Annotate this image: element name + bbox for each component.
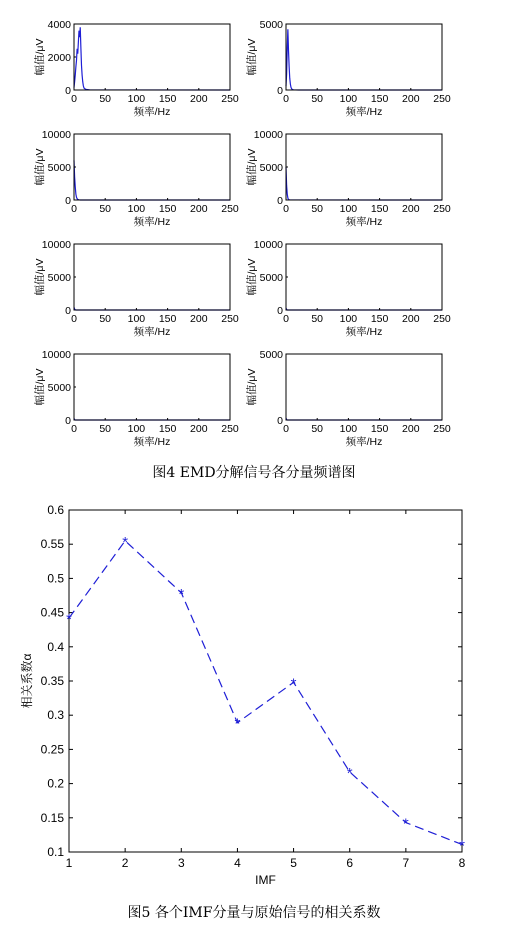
x-tick-label: 250 xyxy=(221,423,239,435)
axes-frame xyxy=(286,354,442,420)
y-tick-label: 0.1 xyxy=(47,845,64,859)
data-point-marker: * xyxy=(66,611,72,629)
y-tick-label: 4000 xyxy=(47,19,71,31)
x-tick-label: 3 xyxy=(177,856,185,870)
x-tick-label: 200 xyxy=(190,313,208,325)
y-axis-label: 幅值/μV xyxy=(34,38,46,76)
y-tick-label: 0.35 xyxy=(40,674,64,688)
y-tick-label: 5000 xyxy=(47,272,71,284)
y-tick-label: 0 xyxy=(65,195,71,207)
y-tick-label: 0 xyxy=(65,305,71,317)
y-tick-label: 0 xyxy=(65,415,71,427)
spectrum-panel-3 xyxy=(33,129,239,228)
x-tick-label: 2 xyxy=(121,856,129,870)
x-tick-label: 100 xyxy=(127,313,146,325)
y-tick-label: 5000 xyxy=(47,162,71,174)
data-point-marker: * xyxy=(234,715,241,733)
y-tick-label: 0.55 xyxy=(40,537,64,552)
y-tick-label: 0.6 xyxy=(47,503,64,517)
correlation-figure xyxy=(0,498,508,898)
y-tick-label: 0.4 xyxy=(47,639,64,654)
y-axis-label: 幅值/μV xyxy=(246,368,258,406)
y-tick-label: 5000 xyxy=(259,19,283,31)
x-tick-label: 50 xyxy=(311,423,324,435)
data-point-marker: * xyxy=(402,815,409,833)
axes-frame xyxy=(74,24,230,90)
y-tick-label: 10000 xyxy=(41,349,71,361)
x-tick-label: 250 xyxy=(433,423,451,435)
x-tick-label: 100 xyxy=(339,203,358,215)
y-tick-label: 5000 xyxy=(47,382,71,394)
y-tick-label: 0.45 xyxy=(40,605,64,620)
spectrum-line xyxy=(286,29,442,90)
x-tick-label: 100 xyxy=(127,423,146,435)
spectrum-panel-2 xyxy=(245,19,451,118)
figure5-caption: 图5 各个IMF分量与原始信号的相关系数 xyxy=(127,905,381,921)
x-axis-label: 频率/Hz xyxy=(345,436,383,448)
data-point-marker: * xyxy=(346,764,353,782)
x-tick-label: 200 xyxy=(402,93,420,105)
axes-frame xyxy=(286,24,442,90)
y-tick-label: 0 xyxy=(277,195,283,207)
y-tick-label: 10000 xyxy=(253,239,283,251)
x-tick-label: 0 xyxy=(283,203,289,215)
x-tick-label: 0 xyxy=(71,93,77,105)
x-axis-label: 频率/Hz xyxy=(133,326,171,338)
x-tick-label: 100 xyxy=(127,203,146,215)
x-tick-label: 250 xyxy=(221,93,239,105)
x-tick-label: 50 xyxy=(99,203,112,215)
x-axis-label: 频率/Hz xyxy=(345,106,383,118)
axes-frame xyxy=(74,244,230,310)
spectrum-line xyxy=(74,27,230,90)
data-point-marker: * xyxy=(178,585,185,603)
spectrum-panel-5 xyxy=(33,239,239,338)
x-tick-label: 0 xyxy=(71,423,77,435)
y-tick-label: 0 xyxy=(277,305,283,317)
x-tick-label: 200 xyxy=(190,93,208,105)
x-tick-label: 150 xyxy=(158,313,177,325)
x-tick-label: 200 xyxy=(402,423,420,435)
x-tick-label: 50 xyxy=(311,93,324,105)
y-axis-label: 幅值/μV xyxy=(246,148,258,186)
axes-frame xyxy=(74,354,230,420)
y-axis-label: 幅值/μV xyxy=(246,258,258,296)
y-tick-label: 10000 xyxy=(253,129,283,141)
x-tick-label: 6 xyxy=(346,856,354,870)
x-tick-label: 200 xyxy=(402,313,420,325)
y-axis-label: 幅值/μV xyxy=(34,258,46,296)
x-tick-label: 7 xyxy=(402,856,410,870)
y-tick-label: 10000 xyxy=(41,129,71,141)
x-tick-label: 50 xyxy=(99,313,112,325)
x-axis-label: 频率/Hz xyxy=(133,106,171,118)
spectrum-panel-8 xyxy=(245,349,451,448)
y-tick-label: 0 xyxy=(65,85,71,97)
x-tick-label: 150 xyxy=(370,203,389,215)
y-tick-label: 0.2 xyxy=(47,776,64,791)
x-tick-label: 0 xyxy=(283,313,289,325)
x-tick-label: 250 xyxy=(433,203,451,215)
x-tick-label: 50 xyxy=(311,203,324,215)
x-axis-label: 频率/Hz xyxy=(345,326,383,338)
x-tick-label: 100 xyxy=(339,313,358,325)
x-tick-label: 0 xyxy=(283,423,289,435)
x-tick-label: 150 xyxy=(158,93,177,105)
x-tick-label: 100 xyxy=(339,423,358,435)
x-tick-label: 150 xyxy=(370,423,389,435)
correlation-plot xyxy=(19,503,466,887)
y-tick-label: 5000 xyxy=(259,272,283,284)
x-tick-label: 100 xyxy=(127,93,146,105)
x-tick-label: 0 xyxy=(283,93,289,105)
y-tick-label: 5000 xyxy=(259,349,283,361)
data-point-marker: * xyxy=(459,837,465,855)
x-tick-label: 150 xyxy=(370,93,389,105)
x-tick-label: 150 xyxy=(158,423,177,435)
y-axis-label: 相关系数α xyxy=(20,653,34,709)
data-point-marker: * xyxy=(290,675,297,693)
axes-frame xyxy=(286,244,442,310)
emd-spectrum-figure xyxy=(0,0,508,460)
x-tick-label: 0 xyxy=(71,313,77,325)
x-tick-label: 100 xyxy=(339,93,358,105)
axes-frame xyxy=(74,134,230,200)
spectrum-panel-1 xyxy=(33,19,239,118)
y-tick-label: 0.15 xyxy=(40,810,64,825)
x-tick-label: 1 xyxy=(65,856,73,870)
spectrum-panel-7 xyxy=(33,349,239,448)
x-axis-label: 频率/Hz xyxy=(133,436,171,448)
x-tick-label: 200 xyxy=(190,423,208,435)
x-tick-label: 8 xyxy=(458,856,466,870)
x-tick-label: 50 xyxy=(311,313,324,325)
x-axis-label: IMF xyxy=(255,873,276,887)
x-tick-label: 250 xyxy=(221,203,239,215)
x-tick-label: 250 xyxy=(221,313,239,325)
y-tick-label: 0.5 xyxy=(47,571,64,586)
data-point-marker: * xyxy=(122,533,129,551)
x-tick-label: 250 xyxy=(433,313,451,325)
x-tick-label: 4 xyxy=(234,856,241,870)
spectrum-panel-4 xyxy=(245,129,451,228)
correlation-line xyxy=(69,541,462,845)
figure4-caption: 图4 EMD分解信号各分量频谱图 xyxy=(152,465,356,481)
x-tick-label: 200 xyxy=(190,203,208,215)
y-tick-label: 0 xyxy=(277,85,283,97)
y-tick-label: 0.25 xyxy=(40,742,64,757)
x-tick-label: 50 xyxy=(99,423,112,435)
spectrum-line xyxy=(74,160,230,200)
axes-frame xyxy=(69,510,462,852)
y-tick-label: 0 xyxy=(277,415,283,427)
y-tick-label: 2000 xyxy=(47,52,71,64)
x-tick-label: 0 xyxy=(71,203,77,215)
x-tick-label: 200 xyxy=(402,203,420,215)
y-axis-label: 幅值/μV xyxy=(246,38,258,76)
x-axis-label: 频率/Hz xyxy=(133,216,171,228)
spectrum-panel-6 xyxy=(245,239,451,338)
spectrum-line xyxy=(286,167,442,200)
axes-frame xyxy=(286,134,442,200)
y-tick-label: 10000 xyxy=(41,239,71,251)
x-tick-label: 150 xyxy=(158,203,177,215)
x-tick-label: 50 xyxy=(99,93,112,105)
x-tick-label: 250 xyxy=(433,93,451,105)
y-axis-label: 幅值/μV xyxy=(34,148,46,186)
y-tick-label: 0.3 xyxy=(47,708,64,723)
x-tick-label: 150 xyxy=(370,313,389,325)
y-axis-label: 幅值/μV xyxy=(34,368,46,406)
x-tick-label: 5 xyxy=(290,856,297,870)
y-tick-label: 5000 xyxy=(259,162,283,174)
x-axis-label: 频率/Hz xyxy=(345,216,383,228)
